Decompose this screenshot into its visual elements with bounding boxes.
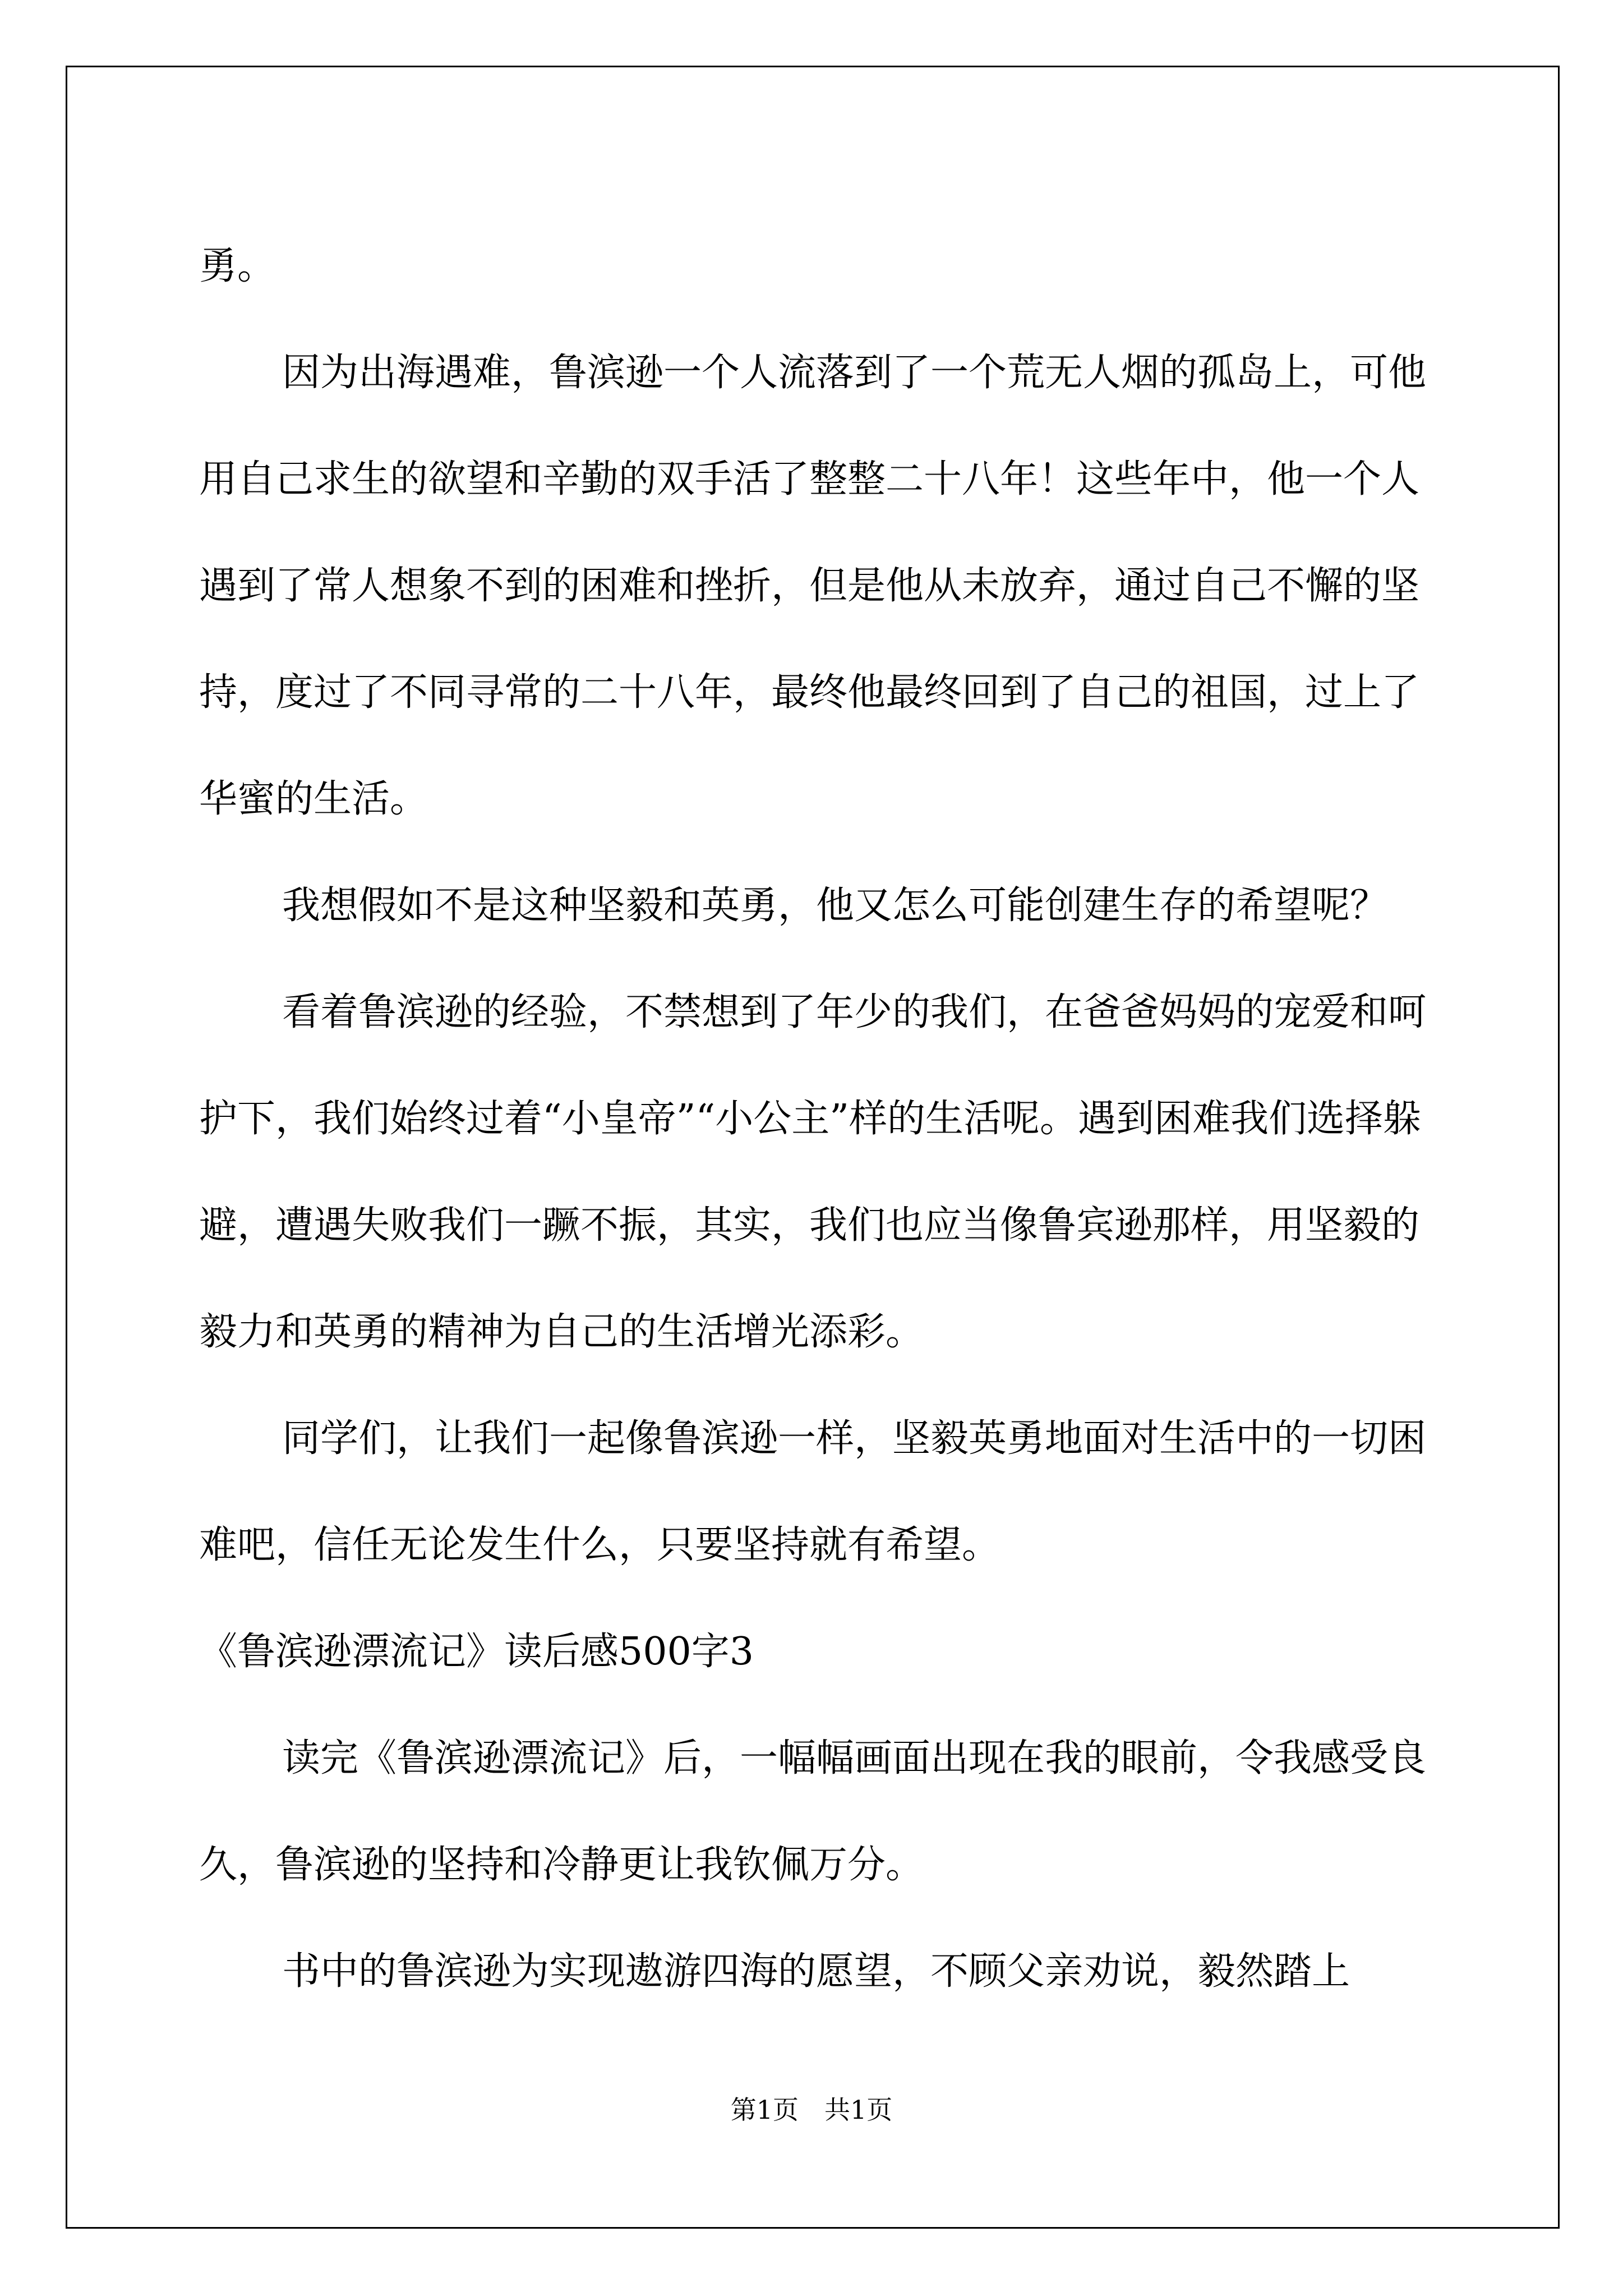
paragraph: 我想假如不是这种坚毅和英勇，他又怎么可能创建生存的希望呢？	[282, 884, 1389, 928]
paragraph: 书中的鲁滨逊为实现遨游四海的愿望，不顾父亲劝说，毅然踏上	[282, 1949, 1350, 1994]
paragraph: 同学们，让我们一起像鲁滨逊一样，坚毅英勇地面对生活中的一切困难吧，信任无论发生什么，只要坚持就有希望。	[199, 1416, 1427, 1567]
paragraph: 读完《鲁滨逊漂流记》后，一幅幅画面出现在我的眼前，令我感受良久，鲁滨逊的坚持和冷静更让我钦佩万分。	[199, 1736, 1427, 1887]
paragraph: 看着鲁滨逊的经验，不禁想到了年少的我们，在爸爸妈妈的宠爱和呵护下，我们始终过着“小皇帝”“小公主”样的生活呢。遇到困难我们选择躲避，遭遇失败我们一蹶不振，其实，我们也应当像鲁宾逊那样，用坚毅的毅力和英勇的精神为自己的生活增光添彩。	[199, 990, 1427, 1354]
paragraph: 因为出海遇难，鲁滨逊一个人流落到了一个荒无人烟的孤岛上，可他用自己求生的欲望和辛勤的双手活了整整二十八年！这些年中，他一个人遇到了常人想象不到的困难和挫折，但是他从未放弃，通过自己不懈的坚持，度过了不同寻常的二十八年，最终他最终回到了自己的祖国，过上了华蜜的生活。	[199, 351, 1427, 821]
section-heading: 《鲁滨逊漂流记》读后感500字3	[199, 1630, 754, 1674]
page-number-footer: 第1页 共1页	[730, 2095, 893, 2125]
paragraph-continuation: 勇。	[199, 244, 276, 288]
document-body	[199, 213, 1444, 2025]
